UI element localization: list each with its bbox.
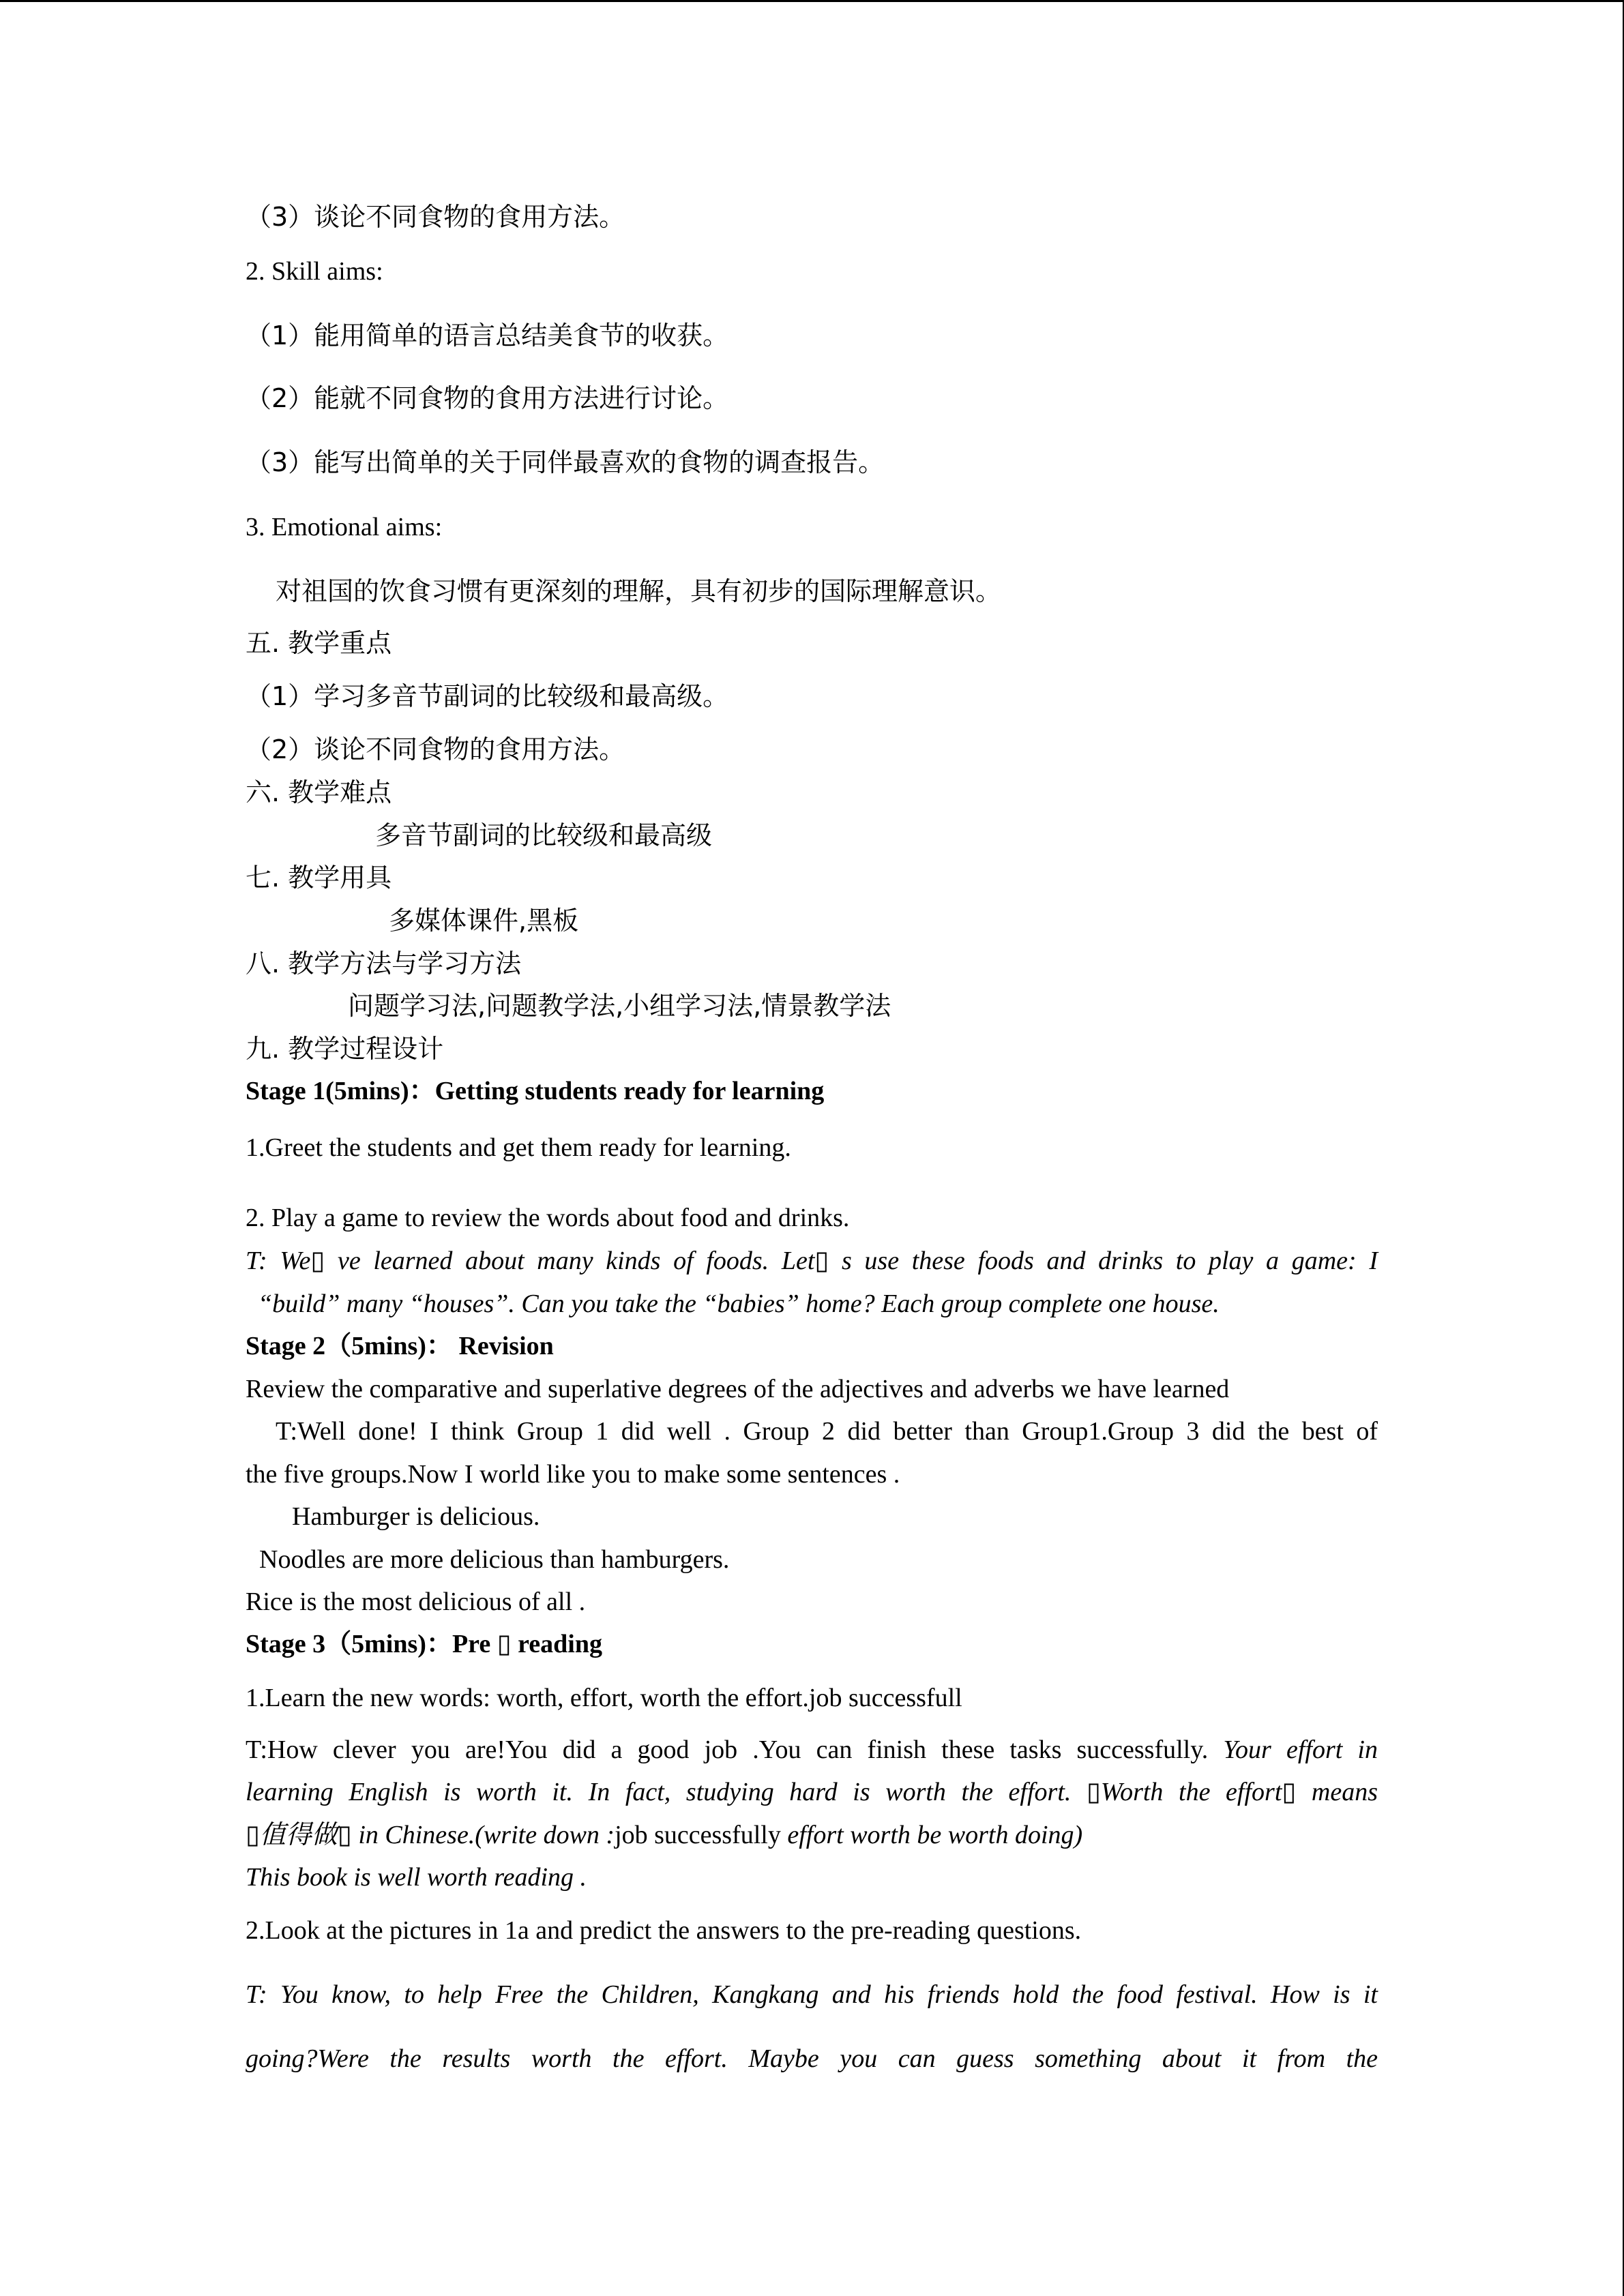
stage-3-teacher-line-1-italic: Your effort in <box>1223 1735 1378 1764</box>
stage-1-step-2: 2. Play a game to review the words about food and drinks. <box>246 1204 850 1232</box>
stage-2-heading: Stage 2（5mins)： Revision <box>246 1332 554 1360</box>
stage-3-teacher-line-5: going?Were the results worth the effort. Maybe you can guess something about it from the <box>246 2044 1378 2073</box>
example-sentence-1: Hamburger is delicious. <box>292 1502 540 1531</box>
example-sentence-2: Noodles are more delicious than hamburgers. <box>259 1545 730 1574</box>
stage-1-teacher-line-2: “build” many “houses”. Can you take the “babies” home? Each group complete one house. <box>258 1289 1220 1318</box>
stage-3-teacher-line-4: T: You know, to help Free the Children, Kangkang and his friends hold the food festival. How is it <box>246 1980 1378 2009</box>
stage-2-review: Review the comparative and superlative degrees of the adjectives and adverbs we have learned <box>246 1375 1230 1403</box>
knowledge-aim-3: （3）谈论不同食物的食用方法。 <box>246 202 625 232</box>
skill-aim-1: （1）能用简单的语言总结美食节的收获。 <box>246 320 729 351</box>
key-point-1: （1）学习多音节副词的比较级和最高级。 <box>246 681 729 711</box>
stage-3-step-2: 2.Look at the pictures in 1a and predict the answers to the pre-reading questions. <box>246 1916 1082 1945</box>
stage-2-teacher-line-2: the five groups.Now I world like you to make some sentences . <box>246 1460 900 1489</box>
stage-3-teacher-line-3-normal: job successfully <box>615 1821 788 1849</box>
stage-3-example-sentence: This book is well worth reading . <box>246 1863 587 1892</box>
section-7-heading: 七. 教学用具 <box>246 863 392 893</box>
stage-3-teacher-line-3 <box>246 1818 1082 1852</box>
difficult-point-text: 多音节副词的比较级和最高级 <box>375 820 713 850</box>
stage-3-teacher-line-3-italic-a: ▯值得做▯ in Chinese.(write down : <box>246 1821 615 1849</box>
section-5-heading: 五. 教学重点 <box>246 628 392 658</box>
section-6-heading: 六. 教学难点 <box>246 777 392 807</box>
teaching-tools-text: 多媒体课件,黑板 <box>389 906 579 936</box>
emotional-aims-heading: 3. Emotional aims: <box>246 513 443 541</box>
stage-3-step-1: 1.Learn the new words: worth, effort, worth the effort.job successfull <box>246 1684 962 1712</box>
stage-3-teacher-line-1-normal: T:How clever you are!You did a good job .You can finish these tasks successfully. <box>246 1735 1224 1764</box>
stage-3-heading: Stage 3（5mins)：Pre ▯ reading <box>246 1630 602 1658</box>
section-8-heading: 八. 教学方法与学习方法 <box>246 949 522 979</box>
example-sentence-3: Rice is the most delicious of all . <box>246 1587 586 1616</box>
stage-1-step-1: 1.Greet the students and get them ready for learning. <box>246 1133 791 1162</box>
stage-1-teacher-line-1: T: We▯ ve learned about many kinds of foods. Let▯ s use these foods and drinks to play a game: I <box>246 1247 1378 1275</box>
section-9-heading: 九. 教学过程设计 <box>246 1034 444 1064</box>
key-point-2: （2）谈论不同食物的食用方法。 <box>246 734 625 764</box>
stage-1-heading: Stage 1(5mins)：Getting students ready for learning <box>246 1077 825 1105</box>
teaching-methods-text: 问题学习法,问题教学法,小组学习法,情景教学法 <box>348 991 891 1021</box>
stage-3-teacher-line-3-italic-b: effort worth be worth doing) <box>787 1821 1083 1849</box>
stage-3-teacher-line-2: learning English is worth it. In fact, studying hard is worth the effort. ▯Worth the effort▯ means <box>246 1778 1378 1806</box>
emotional-aim-text: 对祖国的饮食习惯有更深刻的理解，具有初步的国际理解意识。 <box>276 576 1002 606</box>
skill-aims-heading: 2. Skill aims: <box>246 257 383 286</box>
stage-3-teacher-line-1 <box>246 1733 1378 1767</box>
skill-aim-2: （2）能就不同食物的食用方法进行讨论。 <box>246 383 729 413</box>
stage-2-teacher-line-1: T:Well done! I think Group 1 did well . Group 2 did better than Group1.Group 3 did the best of <box>276 1417 1378 1446</box>
page-top-border <box>0 0 1624 2</box>
skill-aim-3: （3）能写出简单的关于同伴最喜欢的食物的调查报告。 <box>246 447 885 477</box>
